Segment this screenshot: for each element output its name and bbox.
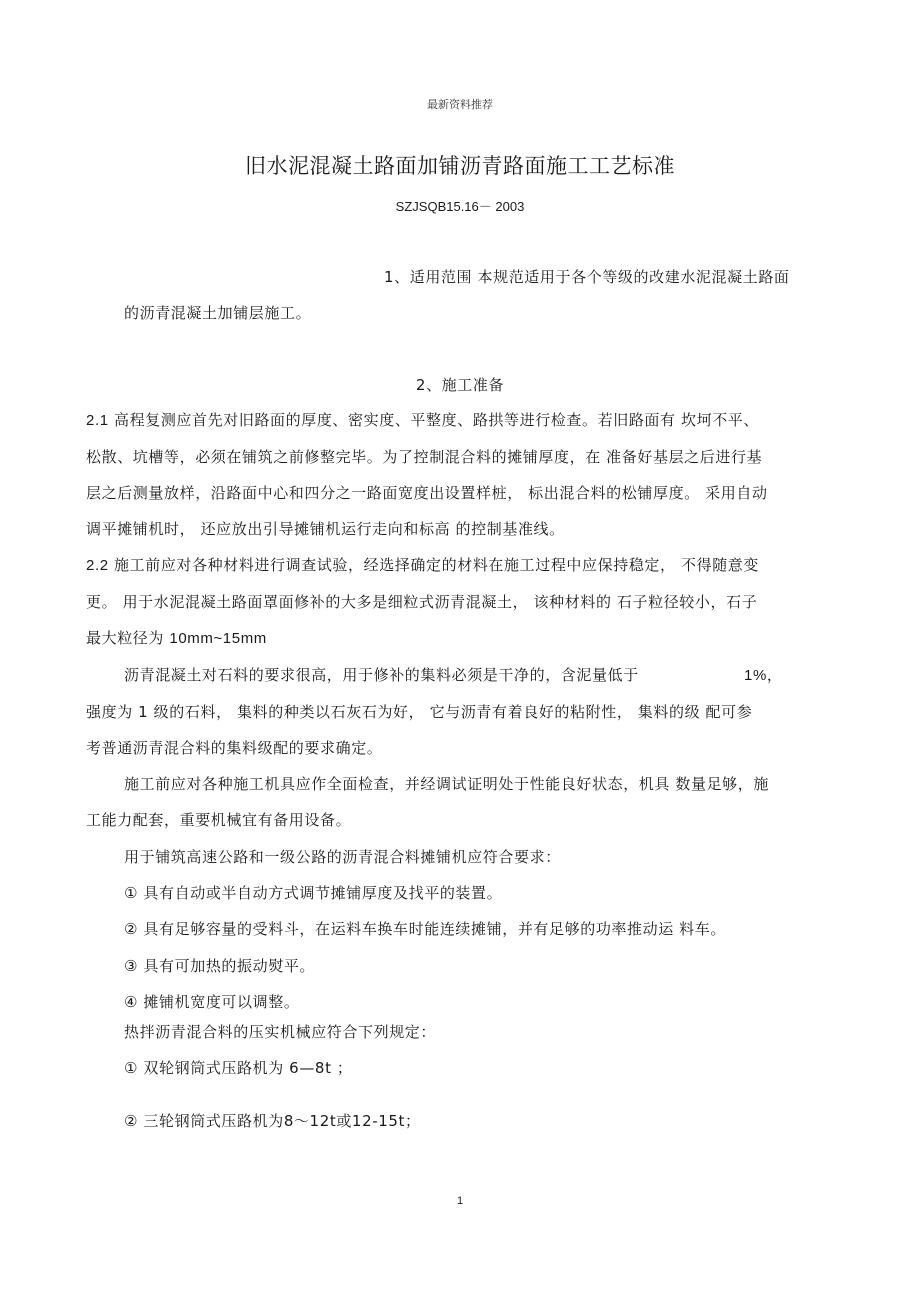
- list-item: ② 三轮钢筒式压路机为8～12t或12-15t；: [124, 1112, 421, 1130]
- page-header: 最新资料推荐: [427, 98, 493, 111]
- paragraph-aggregate-line-3: 考普通沥青混合料的集料级配的要求确定。: [86, 739, 383, 757]
- clause-text: 施工前应对各种材料进行调查试验，经选择确定的材料在施工过程中应保持稳定， 不得随意变: [114, 556, 760, 574]
- particle-size-value: 10mm~15mm: [169, 630, 267, 647]
- list-item: ② 具有足够容量的受料斗，在运料车换车时能连续摊铺，并有足够的功率推动运 料车。: [124, 920, 726, 938]
- paragraph-equipment-line-2: 工能力配套，重要机械宜有备用设备。: [86, 811, 352, 829]
- clause-number: 2.2: [86, 557, 109, 574]
- standard-code: SZJSQB15.16－ 2003: [395, 199, 525, 214]
- paragraph-2-2-line-3: [86, 627, 267, 648]
- paragraph-aggregate-line-1: [124, 664, 639, 685]
- mud-content-value: 1%，: [744, 667, 783, 684]
- section-2-heading: 2、施工准备: [415, 376, 505, 394]
- roller-requirements-intro: 热拌沥青混合料的压实机械应符合下列规定：: [124, 1023, 437, 1041]
- paragraph-2-1-line-2: 松散、坑槽等，必须在铺筑之前修整完毕。为了控制混合料的摊铺厚度，在 准备好基层之后进行基: [86, 448, 763, 466]
- document-title: 旧水泥混凝土路面加铺沥青路面施工工艺标准: [245, 154, 675, 178]
- list-item: ④ 摊铺机宽度可以调整。: [124, 993, 300, 1011]
- clause-number: 2.1: [86, 412, 109, 429]
- paragraph-2-2-line-2: 更。 用于水泥混凝土路面罩面修补的大多是细粒式沥青混凝土， 该种材料的 石子粒径较小，石子: [86, 593, 758, 611]
- clause-text: 高程复测应首先对旧路面的厚度、密实度、平整度、路拱等进行检查。若旧路面有 坎坷不平、: [114, 411, 760, 429]
- paragraph-aggregate-line-2: 强度为 1 级的石料， 集料的种类以石灰石为好， 它与沥青有着良好的粘附性， 集料的级 配可参: [86, 703, 753, 721]
- paragraph-2-1-line-4: 调平摊铺机时， 还应放出引导摊铺机运行走向和标高 的控制基准线。: [86, 520, 565, 538]
- list-item: ① 双轮钢筒式压路机为 6—8t ；: [124, 1059, 353, 1077]
- list-item: ③ 具有可加热的振动熨平。: [124, 957, 316, 975]
- line-text: 最大粒径为: [86, 629, 170, 647]
- paragraph-2-2-line-1: [86, 554, 759, 575]
- section-1-line-1: 1、适用范围 本规范适用于各个等级的改建水泥混凝土路面: [384, 268, 790, 286]
- page-number: 1: [456, 1195, 464, 1207]
- paragraph-2-1-line-3: 层之后测量放样，沿路面中心和四分之一路面宽度出设置样桩， 标出混合料的松铺厚度。 采用自动: [86, 484, 768, 502]
- paver-requirements-intro: 用于铺筑高速公路和一级公路的沥青混合料摊铺机应符合要求：: [124, 848, 561, 866]
- section-1-line-2: 的沥青混凝土加铺层施工。: [124, 304, 312, 322]
- list-item: ① 具有自动或半自动方式调节摊铺厚度及找平的装置。: [124, 884, 503, 902]
- paragraph-2-1-line-1: [86, 409, 759, 430]
- paragraph-equipment-line-1: 施工前应对各种施工机具应作全面检查，并经调试证明处于性能良好状态，机具 数量足够，施: [124, 775, 769, 793]
- line-text: 沥青混凝土对石料的要求很高，用于修补的集料必须是干净的，含泥量低于: [124, 666, 639, 684]
